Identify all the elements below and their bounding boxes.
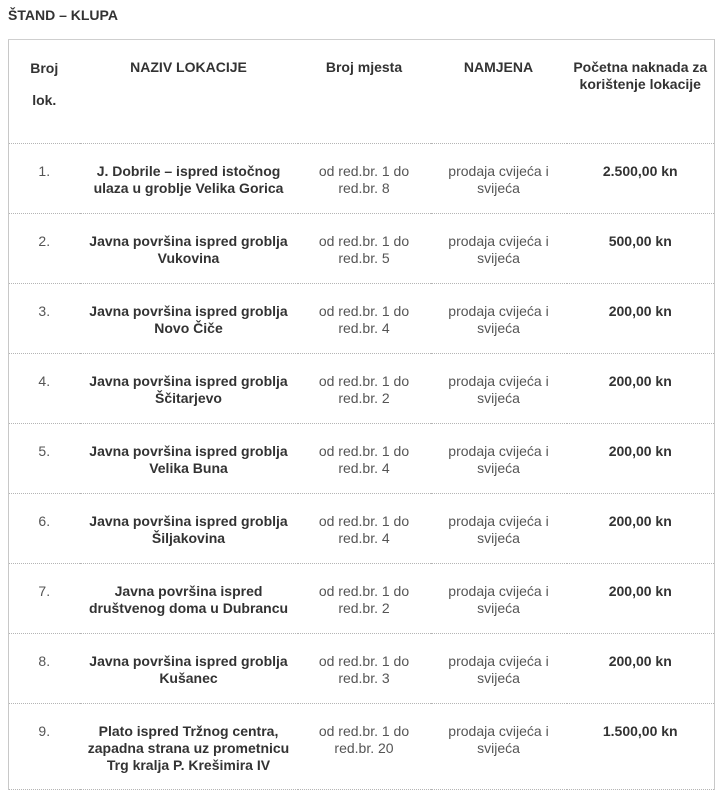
cell-naknada: 2.500,00 kn [567,144,715,214]
cell-mjesta: od red.br. 1 do red.br. 4 [298,284,431,354]
cell-broj: 7. [9,564,80,634]
cell-namjena: prodaja cvijeća i svijeća [431,354,567,424]
cell-naziv: J. Dobrile – ispred istočnog ulaza u groblje Velika Gorica [80,144,298,214]
cell-naknada: 500,00 kn [567,214,715,284]
header-pocetna-naknada: Početna naknada za korištenje lokacije [567,40,715,144]
cell-namjena: prodaja cvijeća i svijeća [431,214,567,284]
cell-broj: 6. [9,494,80,564]
table-row [9,634,715,704]
cell-namjena: prodaja cvijeća i svijeća [431,144,567,214]
cell-broj: 8. [9,634,80,704]
table-row [9,354,715,424]
cell-broj: 1. [9,144,80,214]
cell-mjesta: od red.br. 1 do red.br. 3 [298,634,431,704]
header-naziv-lokacije: NAZIV LOKACIJE [80,40,298,144]
cell-broj: 9. [9,704,80,790]
cell-mjesta: od red.br. 1 do red.br. 2 [298,564,431,634]
locations-table [8,39,715,790]
table-row [9,494,715,564]
cell-namjena: prodaja cvijeća i svijeća [431,634,567,704]
cell-mjesta: od red.br. 1 do red.br. 2 [298,354,431,424]
header-broj-mjesta: Broj mjesta [298,40,431,144]
cell-naziv: Javna površina ispred groblja Vukovina [80,214,298,284]
cell-naziv: Javna površina ispred groblja Šiljakovina [80,494,298,564]
cell-mjesta: od red.br. 1 do red.br. 20 [298,704,431,790]
cell-mjesta: od red.br. 1 do red.br. 8 [298,144,431,214]
cell-naziv: Javna površina ispred groblja Novo Čiče [80,284,298,354]
cell-naknada: 200,00 kn [567,494,715,564]
table-row [9,144,715,214]
cell-broj: 5. [9,424,80,494]
cell-naknada: 200,00 kn [567,424,715,494]
cell-mjesta: od red.br. 1 do red.br. 4 [298,494,431,564]
cell-naknada: 200,00 kn [567,354,715,424]
cell-naknada: 200,00 kn [567,634,715,704]
cell-naknada: 200,00 kn [567,564,715,634]
cell-broj: 2. [9,214,80,284]
table-row [9,704,715,790]
cell-naziv: Javna površina ispred groblja Ščitarjevo [80,354,298,424]
cell-naziv: Plato ispred Tržnog centra, zapadna strana uz prometnicu Trg kralja P. Krešimira IV [80,704,298,790]
cell-mjesta: od red.br. 1 do red.br. 4 [298,424,431,494]
table-row [9,284,715,354]
cell-namjena: prodaja cvijeća i svijeća [431,704,567,790]
cell-naziv: Javna površina ispred groblja Kušanec [80,634,298,704]
table-row [9,214,715,284]
header-namjena: NAMJENA [431,40,567,144]
cell-naziv: Javna površina ispred groblja Velika Buna [80,424,298,494]
cell-namjena: prodaja cvijeća i svijeća [431,424,567,494]
cell-broj: 3. [9,284,80,354]
table-row [9,424,715,494]
cell-namjena: prodaja cvijeća i svijeća [431,494,567,564]
header-broj-line2: lok. [32,92,57,108]
cell-naknada: 200,00 kn [567,284,715,354]
cell-naziv: Javna površina ispred društvenog doma u Dubrancu [80,564,298,634]
cell-broj: 4. [9,354,80,424]
page-title: ŠTAND – KLUPA [8,7,118,23]
header-broj-line1: Broj [30,60,59,76]
table-header-row [9,40,715,144]
header-broj-lok [9,40,80,144]
cell-namjena: prodaja cvijeća i svijeća [431,284,567,354]
table-row [9,564,715,634]
cell-naknada: 1.500,00 kn [567,704,715,790]
cell-mjesta: od red.br. 1 do red.br. 5 [298,214,431,284]
cell-namjena: prodaja cvijeća i svijeća [431,564,567,634]
